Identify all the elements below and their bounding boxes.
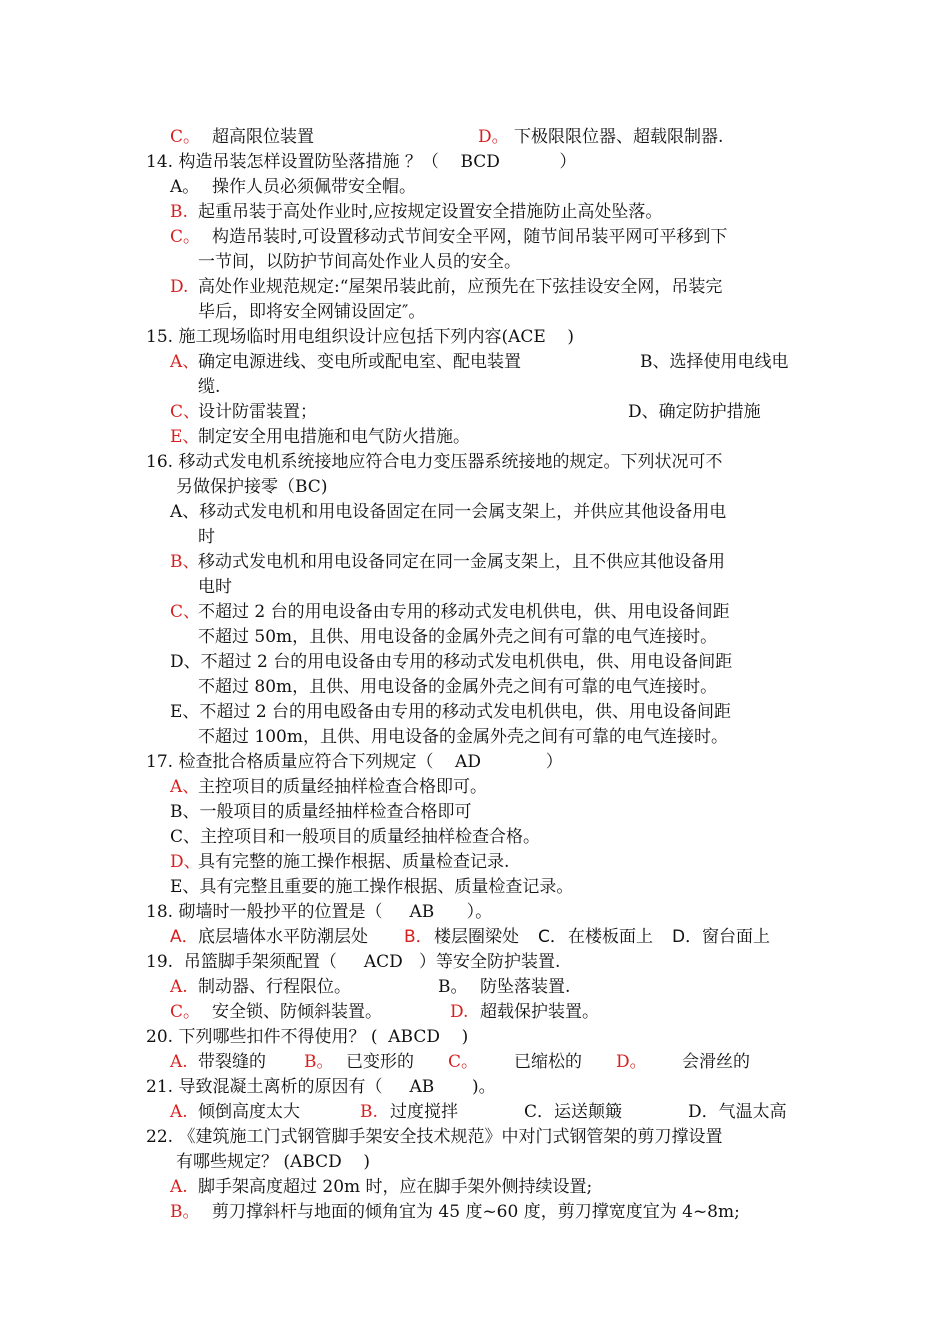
option-text-cont: 时: [198, 527, 215, 547]
option-text: 超高限位装置: [212, 127, 314, 147]
option-text: 防坠落装置.: [480, 977, 571, 997]
option-label-d: D、: [170, 852, 201, 872]
option-text: 剪刀撑斜杆与地面的倾角宜为 45 度~60 度，剪刀撑宽度宜为 4~8m;: [212, 1202, 740, 1222]
option-label-a: A、: [170, 352, 200, 372]
option-label-a: A、: [170, 777, 200, 797]
question-17: 17. 检查批合格质量应符合下列规定（ AD ）: [146, 752, 563, 772]
option-text: 在楼板面上: [568, 927, 653, 947]
option-text: 移动式发电机和用电设备同定在同一金属支架上，且不供应其他设备用: [198, 552, 725, 572]
option-label-d: D.: [450, 1002, 469, 1022]
option-text: 底层墙体水平防潮层处: [198, 927, 368, 947]
option-label-e: E、: [170, 427, 200, 447]
option-d: D、不超过 2 台的用电设备由专用的移动式发电机供电，供、用电设备间距: [170, 652, 733, 672]
option-text: 脚手架高度超过 20m 时，应在脚手架外侧持续设置;: [198, 1177, 593, 1197]
option-text-cont: 电时: [198, 577, 232, 597]
option-c: C、主控项目和一般项目的质量经抽样检查合格。: [170, 827, 541, 847]
option-label-d: D.: [170, 277, 189, 297]
option-text: 具有完整的施工操作根据、质量检查记录.: [198, 852, 510, 872]
option-text: 带裂缝的: [198, 1052, 266, 1072]
option-text: 起重吊装于高处作业时,应按规定设置安全措施防止高处坠落。: [198, 202, 663, 222]
option-text: 制定安全用电措施和电气防火措施。: [198, 427, 470, 447]
option-label-a: A.: [170, 1102, 188, 1122]
option-label-a: A.: [170, 1052, 188, 1072]
option-label-c: C。: [170, 127, 201, 147]
option-label-b: B。: [170, 1202, 200, 1222]
option-d: D、确定防护措施: [628, 402, 761, 422]
option-label-c: C。: [170, 1002, 201, 1022]
option-text: 操作人员必须佩带安全帽。: [212, 177, 416, 197]
option-label-c: C、: [170, 402, 201, 422]
option-label-a: A.: [170, 1177, 188, 1197]
option-label-a: A.: [170, 977, 188, 997]
option-label-d: D．: [672, 927, 703, 947]
option-label-b: B。: [438, 977, 468, 997]
option-text-cont: 缆.: [198, 377, 221, 397]
question-text-cont: 有哪些规定？ (ABCD ): [176, 1152, 371, 1172]
option-text: 倾倒高度太大: [198, 1102, 300, 1122]
option-text: 安全锁、防倾斜装置。: [212, 1002, 382, 1022]
option-text: 已缩松的: [514, 1052, 582, 1072]
option-label-d: D。: [616, 1052, 647, 1072]
option-label-c: C．: [538, 927, 567, 947]
option-text: 楼层圈梁处: [434, 927, 519, 947]
option-c: C．运送颠簸: [524, 1102, 623, 1122]
option-text-cont: 不超过 100m，且供、用电设备的金属外壳之间有可靠的电气连接时。: [198, 727, 728, 747]
option-label-c: C。: [448, 1052, 479, 1072]
option-text: 过度搅拌: [390, 1102, 458, 1122]
option-d: D．气温太高: [688, 1102, 787, 1122]
option-label-c: C、: [170, 602, 201, 622]
question-18: 18. 砌墙时一般抄平的位置是（ AB ）。: [146, 902, 493, 922]
option-text: 确定电源进线、变电所或配电室、配电装置: [198, 352, 521, 372]
option-label-c: C。: [170, 227, 201, 247]
option-label-a: A．: [170, 927, 199, 947]
option-text: 已变形的: [346, 1052, 414, 1072]
question-14: 14. 构造吊装怎样设置防坠落措施 ？（ BCD ）: [146, 152, 577, 172]
option-text: 制动器、行程限位。: [198, 977, 351, 997]
option-text: 构造吊装时,可设置移动式节间安全平网，随节间吊装平网可平移到下: [212, 227, 728, 247]
option-label-b: B。: [304, 1052, 334, 1072]
option-b: B、选择使用电线电: [640, 352, 789, 372]
option-label-b: B．: [404, 927, 433, 947]
option-e: E、不超过 2 台的用电殴备由专用的移动式发电机供电，供、用电设备间距: [170, 702, 732, 722]
option-label-d: D。: [478, 127, 509, 147]
option-b: B、一般项目的质量经抽样检查合格即可: [170, 802, 472, 822]
question-15: 15. 施工现场临时用电组织设计应包括下列内容(ACE ): [146, 327, 575, 347]
option-text: 窗台面上: [702, 927, 770, 947]
option-text: 下极限限位器、超载限制器.: [514, 127, 724, 147]
option-text-cont: 毕后，即将安全网铺设固定″。: [198, 302, 426, 322]
option-text-cont: 不超过 50m，且供、用电设备的金属外壳之间有可靠的电气连接时。: [198, 627, 718, 647]
question-21: 21. 导致混凝土离析的原因有（ AB )。: [146, 1077, 496, 1097]
option-text-cont: 不超过 80m，且供、用电设备的金属外壳之间有可靠的电气连接时。: [198, 677, 718, 697]
option-text: 会滑丝的: [682, 1052, 750, 1072]
option-text-cont: 一节间，以防护节间高处作业人员的安全。: [198, 252, 521, 272]
option-label-b: B.: [170, 202, 188, 222]
question-22: 22. 《建筑施工门式钢管脚手架安全技术规范》中对门式钢管架的剪刀撑设置: [146, 1127, 723, 1147]
question-20: 20. 下列哪些扣件不得使用？ ( ABCD ): [146, 1027, 469, 1047]
option-text: 主控项目的质量经抽样检查合格即可。: [198, 777, 487, 797]
option-label-a: A。: [170, 177, 200, 197]
question-19: 19. 吊篮脚手架须配置（ ACD ）等安全防护装置.: [146, 952, 561, 972]
option-text: 高处作业规范规定:“屋架吊装此前，应预先在下弦挂设安全网，吊装完: [198, 277, 723, 297]
option-text: 设计防雷装置；: [198, 402, 317, 422]
option-label-b: B.: [360, 1102, 378, 1122]
question-text-cont: 另做保护接零（BC): [176, 477, 328, 497]
option-a: A、移动式发电机和用电设备固定在同一会属支架上，并供应其他设备用电: [170, 502, 727, 522]
option-text: 不超过 2 台的用电设备由专用的移动式发电机供电，供、用电设备间距: [198, 602, 730, 622]
question-16: 16. 移动式发电机系统接地应符合电力变压器系统接地的规定。下列状况可不: [146, 452, 723, 472]
option-e: E、具有完整且重要的施工操作根据、质量检查记录。: [170, 877, 574, 897]
option-text: 超载保护装置。: [480, 1002, 599, 1022]
option-label-b: B、: [170, 552, 200, 572]
